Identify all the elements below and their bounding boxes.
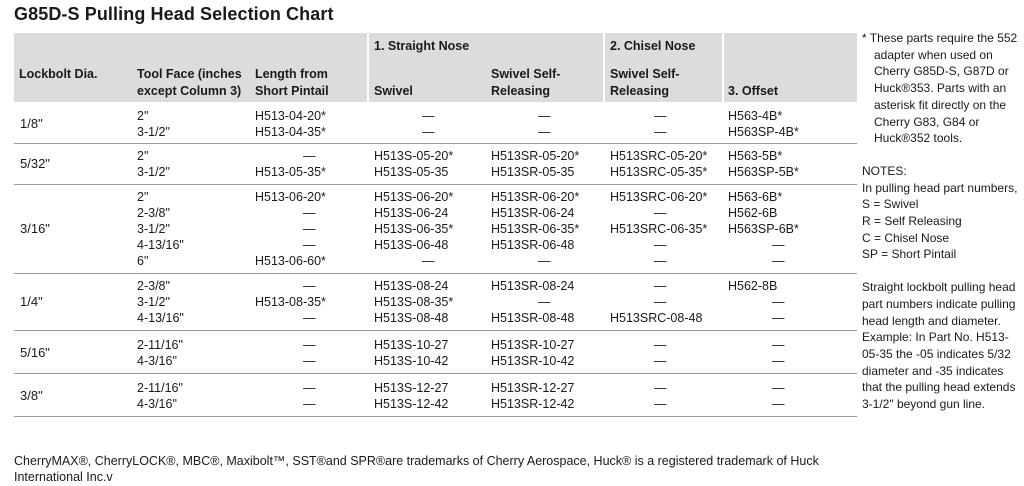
swivel-sr-cell: — [538, 109, 551, 123]
chart-title: G85D-S Pulling Head Selection Chart [14, 4, 334, 24]
side-notes [862, 30, 1022, 413]
swivel-cell: H513S-08-48 [374, 311, 449, 325]
length-cell: H513-08-35* [255, 295, 326, 309]
offset-cell: H562-8B [728, 279, 778, 293]
header-swivel-self-releasing: Swivel Self-Releasing [491, 67, 561, 98]
offset-cell: H562-6B [728, 206, 778, 220]
notes-intro: In pulling head part numbers, [862, 180, 1018, 195]
table-row [14, 237, 857, 253]
table-row [14, 310, 857, 326]
chart-header [14, 33, 857, 104]
dia-section [14, 185, 857, 274]
table-row [14, 353, 857, 369]
tool-face-cell: 4-13/16" [137, 238, 184, 252]
lockbolt-dia: 5/32" [20, 156, 50, 171]
chisel-cell: H513SRC-05-20* [610, 149, 708, 163]
tool-face-cell: 2-11/16" [137, 338, 183, 352]
swivel-sr-cell: H513SR-08-48 [491, 311, 575, 325]
length-cell: H513-04-20* [255, 109, 326, 123]
chisel-cell: — [654, 295, 667, 309]
chisel-cell: — [654, 125, 667, 139]
swivel-cell: H513S-10-27 [374, 338, 449, 352]
offset-cell: H563-4B* [728, 109, 783, 123]
tool-face-cell: 3-1/2" [137, 222, 170, 236]
offset-cell: — [772, 338, 785, 352]
swivel-cell: H513S-10-42 [374, 354, 449, 368]
chart-body [14, 104, 857, 417]
swivel-cell: H513S-12-27 [374, 381, 449, 395]
swivel-sr-cell: — [538, 125, 551, 139]
chisel-cell: — [654, 206, 667, 220]
chisel-cell: — [654, 279, 667, 293]
tool-face-cell: 2" [137, 109, 149, 123]
offset-cell: — [772, 397, 785, 411]
dia-section [14, 144, 857, 185]
swivel-sr-cell: H513SR-06-24 [491, 206, 575, 220]
legend-self-releasing: R = Self Releasing [862, 214, 962, 229]
swivel-sr-cell: H513SR-08-24 [491, 279, 575, 293]
table-row [14, 189, 857, 205]
tool-face-cell: 2-3/8" [137, 206, 170, 220]
dia-section [14, 274, 857, 331]
part-number-explanation: Straight lockbolt pulling head part numbers indicate pulling head length and diameter. Example: In Part No. H513-05-35 the -05 indicates 5/32 diameter and -35 indicates that the pulling head extends 3-1/2" beyond gun line. [862, 280, 1016, 412]
legend-swivel: S = Swivel [862, 197, 919, 212]
swivel-sr-cell: H513SR-12-27 [491, 381, 575, 395]
length-cell: — [303, 354, 316, 368]
length-cell: H513-06-20* [255, 190, 326, 204]
header-chisel-swivel-self-releasing: Swivel Self-Releasing [610, 67, 680, 98]
chisel-cell: H513SRC-05-35* [610, 165, 708, 179]
table-row [14, 253, 857, 269]
header-lockbolt-dia: Lockbolt Dia. [19, 67, 98, 81]
swivel-cell: H513S-06-20* [374, 190, 454, 204]
swivel-sr-cell: H513SR-06-20* [491, 190, 580, 204]
table-row [14, 396, 857, 412]
header-chisel-nose: 2. Chisel Nose [610, 39, 696, 53]
tool-face-cell: 2" [137, 190, 149, 204]
offset-cell: — [772, 254, 785, 268]
tool-face-cell: 3-1/2" [137, 295, 170, 309]
swivel-cell: H513S-08-24 [374, 279, 449, 293]
table-row [14, 108, 857, 124]
length-cell: H513-04-35* [255, 125, 326, 139]
dia-section [14, 104, 857, 144]
trademark-footer: CherryMAX®, CherryLOCK®, MBC®, Maxibolt™, SST®and SPR®are trademarks of Cherry Aerospace, Huck® is a registered trademark of Huck International Inc.v [14, 454, 819, 484]
swivel-cell: H513S-12-42 [374, 397, 449, 411]
offset-cell: H563-5B* [728, 149, 783, 163]
length-cell: — [303, 381, 316, 395]
notes-heading: NOTES: [862, 163, 907, 178]
table-row [14, 278, 857, 294]
lockbolt-dia: 3/8" [20, 388, 43, 403]
length-cell: H513-06-60* [255, 254, 326, 268]
dia-section [14, 374, 857, 417]
header-swivel: Swivel [374, 84, 413, 98]
offset-cell: H563SP-5B* [728, 165, 799, 179]
swivel-sr-cell: H513SR-12-42 [491, 397, 575, 411]
legend-short-pintail: SP = Short Pintail [862, 247, 957, 262]
chisel-cell: — [654, 109, 667, 123]
tool-face-cell: 4-3/16" [137, 354, 177, 368]
offset-cell: — [772, 238, 785, 252]
swivel-cell: — [422, 109, 435, 123]
table-row [14, 164, 857, 180]
length-cell: — [303, 222, 316, 236]
table-row [14, 148, 857, 164]
lockbolt-dia: 1/4" [20, 294, 43, 309]
swivel-sr-cell: H513SR-10-27 [491, 338, 575, 352]
swivel-cell: H513S-05-35 [374, 165, 449, 179]
offset-cell: H563SP-6B* [728, 222, 799, 236]
offset-cell: — [772, 381, 785, 395]
tool-face-cell: 4-13/16" [137, 311, 184, 325]
length-cell: — [303, 206, 316, 220]
swivel-cell: — [422, 254, 435, 268]
offset-cell: H563SP-4B* [728, 125, 799, 139]
offset-cell: H563-6B* [728, 190, 783, 204]
table-row [14, 337, 857, 353]
dia-section [14, 331, 857, 374]
swivel-sr-cell: — [538, 295, 551, 309]
swivel-cell: H513S-06-24 [374, 206, 449, 220]
swivel-sr-cell: H513SR-06-48 [491, 238, 575, 252]
selection-chart [14, 33, 857, 417]
tool-face-cell: 2" [137, 149, 149, 163]
lockbolt-dia: 5/16" [20, 345, 50, 360]
offset-cell: — [772, 295, 785, 309]
swivel-sr-cell: H513SR-06-35* [491, 222, 580, 236]
table-row [14, 380, 857, 396]
offset-cell: — [772, 354, 785, 368]
swivel-sr-cell: — [538, 254, 551, 268]
swivel-cell: — [422, 125, 435, 139]
swivel-sr-cell: H513SR-10-42 [491, 354, 575, 368]
length-cell: H513-05-35* [255, 165, 326, 179]
swivel-cell: H513S-06-35* [374, 222, 454, 236]
length-cell: — [303, 238, 316, 252]
length-cell: — [303, 149, 316, 163]
tool-face-cell: 2-11/16" [137, 381, 183, 395]
chisel-cell: H513SRC-06-20* [610, 190, 708, 204]
swivel-cell: H513S-06-48 [374, 238, 449, 252]
chisel-cell: H513SRC-08-48 [610, 311, 703, 325]
chisel-cell: — [654, 254, 667, 268]
asterisk-note: * These parts require the 552 adapter when used on Cherry G85D-S, G87D or Huck®353. Parts with an asterisk fit directly on the Cherry G83, G84 or Huck®352 tools. [862, 31, 1018, 146]
length-cell: — [303, 397, 316, 411]
header-tool-face: Tool Face (inches except Column 3) [137, 67, 242, 98]
tool-face-cell: 3-1/2" [137, 165, 170, 179]
lockbolt-dia: 1/8" [20, 116, 43, 131]
swivel-sr-cell: H513SR-05-35 [491, 165, 575, 179]
tool-face-cell: 4-3/16" [137, 397, 177, 411]
chisel-cell: — [654, 381, 667, 395]
header-offset: 3. Offset [728, 84, 779, 98]
length-cell: — [303, 311, 316, 325]
header-straight-nose: 1. Straight Nose [374, 39, 470, 53]
header-length: Length from Short Pintail [255, 67, 329, 98]
chisel-cell: — [654, 338, 667, 352]
swivel-cell: H513S-05-20* [374, 149, 454, 163]
chisel-cell: — [654, 354, 667, 368]
offset-cell: — [772, 311, 785, 325]
lockbolt-dia: 3/16" [20, 221, 50, 236]
swivel-cell: H513S-08-35* [374, 295, 454, 309]
tool-face-cell: 3-1/2" [137, 125, 170, 139]
legend-chisel-nose: C = Chisel Nose [862, 230, 950, 245]
length-cell: — [303, 338, 316, 352]
length-cell: — [303, 279, 316, 293]
chisel-cell: — [654, 238, 667, 252]
chisel-cell: H513SRC-06-35* [610, 222, 708, 236]
table-row [14, 294, 857, 310]
table-row [14, 221, 857, 237]
table-row [14, 205, 857, 221]
tool-face-cell: 2-3/8" [137, 279, 170, 293]
chisel-cell: — [654, 397, 667, 411]
tool-face-cell: 6" [137, 254, 149, 268]
table-row [14, 124, 857, 140]
swivel-sr-cell: H513SR-05-20* [491, 149, 580, 163]
